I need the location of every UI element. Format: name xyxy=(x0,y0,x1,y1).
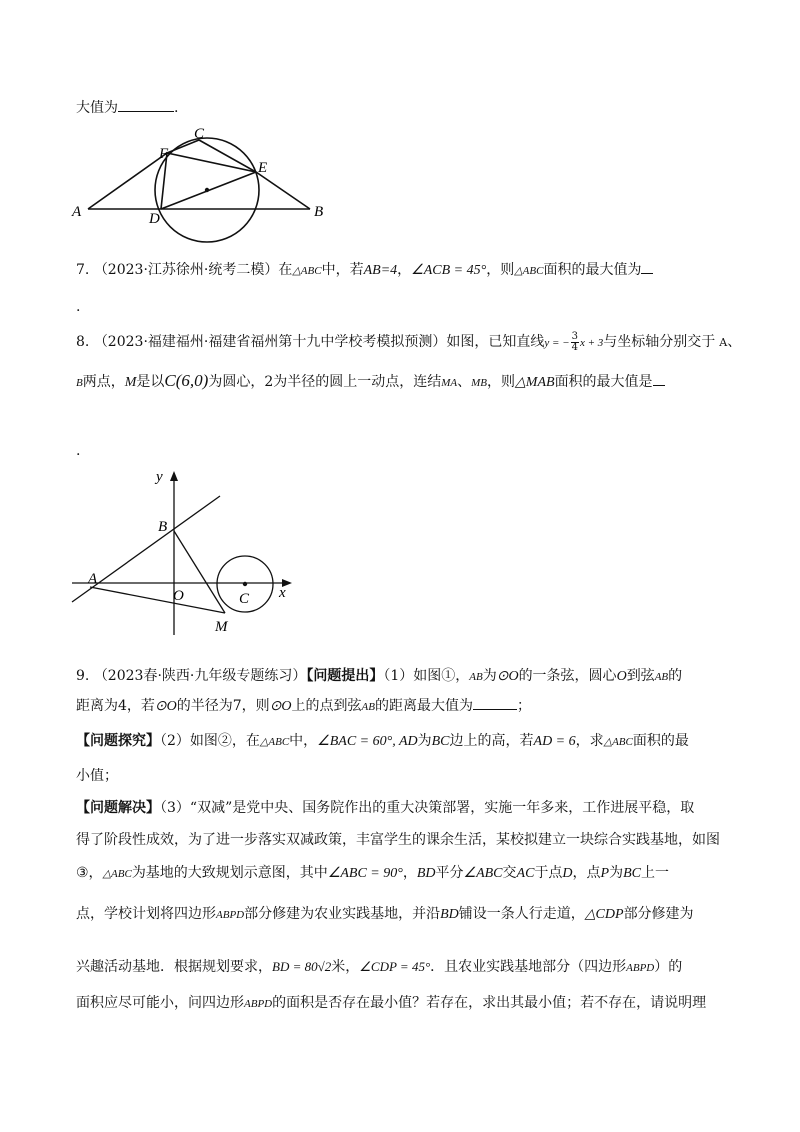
math-equation: x + 3 xyxy=(579,337,604,349)
label-x: x xyxy=(279,585,286,601)
question-9-line-4 xyxy=(76,765,736,787)
question-number: 9. xyxy=(76,668,90,684)
math-quadrilateral: ABPD xyxy=(244,998,273,1010)
question-9-line-6 xyxy=(76,829,736,851)
question-7-end xyxy=(76,296,736,318)
answer-blank xyxy=(118,97,174,112)
math-angle: ∠ABC = 90° xyxy=(327,866,403,881)
question-text: （2023·江苏徐州·统考二模）在 xyxy=(93,262,293,278)
question-text: 到弦 xyxy=(626,668,655,684)
math-angle: ∠CDP = 45° xyxy=(359,959,431,974)
math-point-o: O xyxy=(616,669,627,684)
math-triangle: △ABC xyxy=(259,736,290,748)
math-triangle: △ABC xyxy=(514,265,544,277)
question-text: 的面积是否存在最小值？若存在，求出其最小值；若不存在，请说明理 xyxy=(272,995,707,1011)
math-ad: AD = 6 xyxy=(533,734,576,749)
question-text: （2）如图②，在 xyxy=(160,733,260,749)
question-text: 与坐标轴分别交于 xyxy=(603,334,716,350)
figure-circle-triangle xyxy=(70,122,350,248)
label-y: y xyxy=(156,469,163,485)
question-text: ， xyxy=(402,865,417,881)
math-point-m: M xyxy=(124,375,137,390)
label-B: B xyxy=(158,519,168,535)
y-axis-arrow xyxy=(170,471,178,481)
math-bd: BD xyxy=(416,866,436,881)
question-text: 面积的最大值是 xyxy=(554,374,653,390)
section-tag: 【问题提出】 xyxy=(306,668,384,684)
question-number: 7. xyxy=(76,262,90,278)
fraction-numerator: 3 xyxy=(571,330,578,342)
question-text: 小值； xyxy=(76,768,118,784)
question-text: ，则 xyxy=(486,262,515,278)
question-text: 的距离最大值为 xyxy=(374,698,473,714)
question-text: 的半径为7，则 xyxy=(176,698,270,714)
question-text: 上一 xyxy=(641,865,669,881)
question-text: 得了阶段性成效，为了进一步落实双减政策，丰富学生的课余生活，某校拟建立一块综合实践基地，如图 xyxy=(76,832,720,848)
question-8-line-1 xyxy=(76,330,742,354)
period: . xyxy=(174,100,179,116)
question-text: 于点 xyxy=(534,865,563,881)
period: . xyxy=(76,443,81,459)
math-circle: ⊙O xyxy=(269,699,292,714)
math-equation: y = − xyxy=(544,337,570,349)
figure-coordinate-plane xyxy=(68,463,298,641)
label-B: B xyxy=(314,204,324,220)
question-text: 的一条弦，圆心 xyxy=(518,668,617,684)
math-circle: ⊙O xyxy=(496,669,519,684)
question-9-line-3 xyxy=(76,730,736,753)
center-dot xyxy=(205,188,209,192)
question-text: 是以 xyxy=(136,374,165,390)
question-text: ， xyxy=(397,262,412,278)
math-point-a: A xyxy=(719,336,728,349)
question-text: 交 xyxy=(502,865,517,881)
math-circle: ⊙O xyxy=(154,699,177,714)
label-C: C xyxy=(239,591,250,607)
question-text: 为圆心，2为半径的圆上一动点，连结 xyxy=(208,374,442,390)
question-text: 平分 xyxy=(435,865,464,881)
math-ab: AB=4 xyxy=(363,263,398,278)
question-text: 中，若 xyxy=(321,262,364,278)
question-text: ．且农业实践基地部分（四边形 xyxy=(430,959,627,975)
question-text: 、 xyxy=(457,374,472,390)
section-tag: 【问题探究】 xyxy=(76,733,160,749)
math-point-p: P xyxy=(600,866,610,881)
question-text: （3）“双减”是党中央、国务院作出的重大决策部署，实施一年多来，工作进展平稳，取 xyxy=(160,800,695,816)
math-bc: BC xyxy=(623,866,641,881)
question-text: 上的点到弦 xyxy=(291,698,362,714)
question-text: 距离为4，若 xyxy=(76,698,155,714)
question-8-line-2 xyxy=(76,370,736,394)
fraction-denominator: 4 xyxy=(571,341,578,353)
question-text: （2023·福建福州·福建省福州第十九中学校考模拟预测）如图，已知直线 xyxy=(93,334,545,350)
math-ab: AB xyxy=(654,671,669,683)
question-9-line-8 xyxy=(76,903,736,926)
label-D: D xyxy=(149,211,160,227)
question-text: 面积的最大值为 xyxy=(543,262,642,278)
question-text: 点，学校计划将四边形 xyxy=(76,906,216,922)
question-text: （2023春·陕西·九年级专题练习） xyxy=(93,668,307,684)
label-C: C xyxy=(194,126,205,142)
question-text: 的 xyxy=(668,668,683,684)
question-text: 面积的最 xyxy=(632,733,689,749)
question-text: 边上的高，若 xyxy=(449,733,534,749)
math-bc: BC xyxy=(431,734,450,749)
math-quadrilateral: ABPD xyxy=(216,909,245,921)
math-quadrilateral: ABPD xyxy=(626,962,655,974)
math-triangle: △MAB xyxy=(515,375,555,390)
question-text: ，求 xyxy=(575,733,604,749)
segment-CE xyxy=(199,140,256,172)
math-point-d: D xyxy=(562,866,573,881)
question-text: ）的 xyxy=(654,959,683,975)
question-number: 8. xyxy=(76,334,90,350)
label-A: A xyxy=(72,204,82,220)
segment-AM xyxy=(90,587,225,613)
math-ab: AB xyxy=(469,671,483,683)
label-A: A xyxy=(88,571,98,587)
question-text: 为 xyxy=(417,733,432,749)
question-text: 为基地的大致规划示意图，其中 xyxy=(131,865,328,881)
math-ma: MA xyxy=(441,377,458,389)
question-text: 为 xyxy=(609,865,624,881)
question-7-line xyxy=(76,259,736,282)
math-triangle: △CDP xyxy=(584,907,624,922)
math-fraction xyxy=(571,332,579,353)
question-text: ，则 xyxy=(487,374,516,390)
q6-tail-line xyxy=(76,97,736,119)
question-text: ，点 xyxy=(572,865,601,881)
math-angle: ∠ABC xyxy=(463,866,503,881)
label-E: E xyxy=(258,160,268,176)
math-point-b: B xyxy=(76,377,83,389)
question-text: （1）如图①， xyxy=(383,668,470,684)
math-ab: AB xyxy=(361,701,375,713)
answer-blank xyxy=(473,695,517,710)
math-angle: ∠BAC = 60°, AD xyxy=(317,734,418,749)
section-tag: 【问题解决】 xyxy=(76,800,160,816)
question-text: ； xyxy=(516,698,531,714)
math-mb: MB xyxy=(471,377,488,389)
question-text: 两点， xyxy=(82,374,125,390)
question-text: 部分修建为 xyxy=(623,906,694,922)
answer-blank xyxy=(653,371,665,386)
math-triangle: △ABC xyxy=(603,736,633,748)
math-bd-length: BD = 80√2 xyxy=(272,959,332,974)
question-9-line-9 xyxy=(76,956,736,979)
math-triangle: △ABC xyxy=(102,868,132,880)
question-text: 铺设一条人行走道， xyxy=(458,906,585,922)
question-9-line-2 xyxy=(76,695,736,718)
question-text: 、 xyxy=(727,334,742,350)
period: . xyxy=(76,299,81,315)
question-8-end xyxy=(76,440,736,462)
question-9-line-5 xyxy=(76,797,736,819)
question-9-line-1 xyxy=(76,665,736,688)
question-9-line-7 xyxy=(76,862,736,885)
line-A-F-E-B xyxy=(88,153,310,209)
math-triangle: △ABC xyxy=(292,265,322,277)
question-text: 为 xyxy=(482,668,497,684)
question-text: 中， xyxy=(289,733,318,749)
answer-blank xyxy=(641,259,653,274)
center-c-dot xyxy=(243,582,247,586)
question-text: ③， xyxy=(76,865,103,881)
label-F: F xyxy=(159,146,169,162)
question-text: 面积应尽可能小，问四边形 xyxy=(76,995,244,1011)
math-point-c: C(6,0) xyxy=(164,371,209,390)
question-text: 部分修建为农业实践基地，并沿 xyxy=(244,906,441,922)
label-M: M xyxy=(215,619,228,635)
math-bd: BD xyxy=(440,907,459,922)
math-angle: ∠ACB = 45° xyxy=(411,263,487,278)
question-9-line-10 xyxy=(76,992,736,1015)
label-O: O xyxy=(173,588,184,604)
question-text: 兴趣活动基地．根据规划要求， xyxy=(76,959,272,975)
math-ac: AC xyxy=(516,866,535,881)
question-text: 米， xyxy=(331,959,360,975)
q6-tail-text: 大值为 xyxy=(76,100,118,116)
